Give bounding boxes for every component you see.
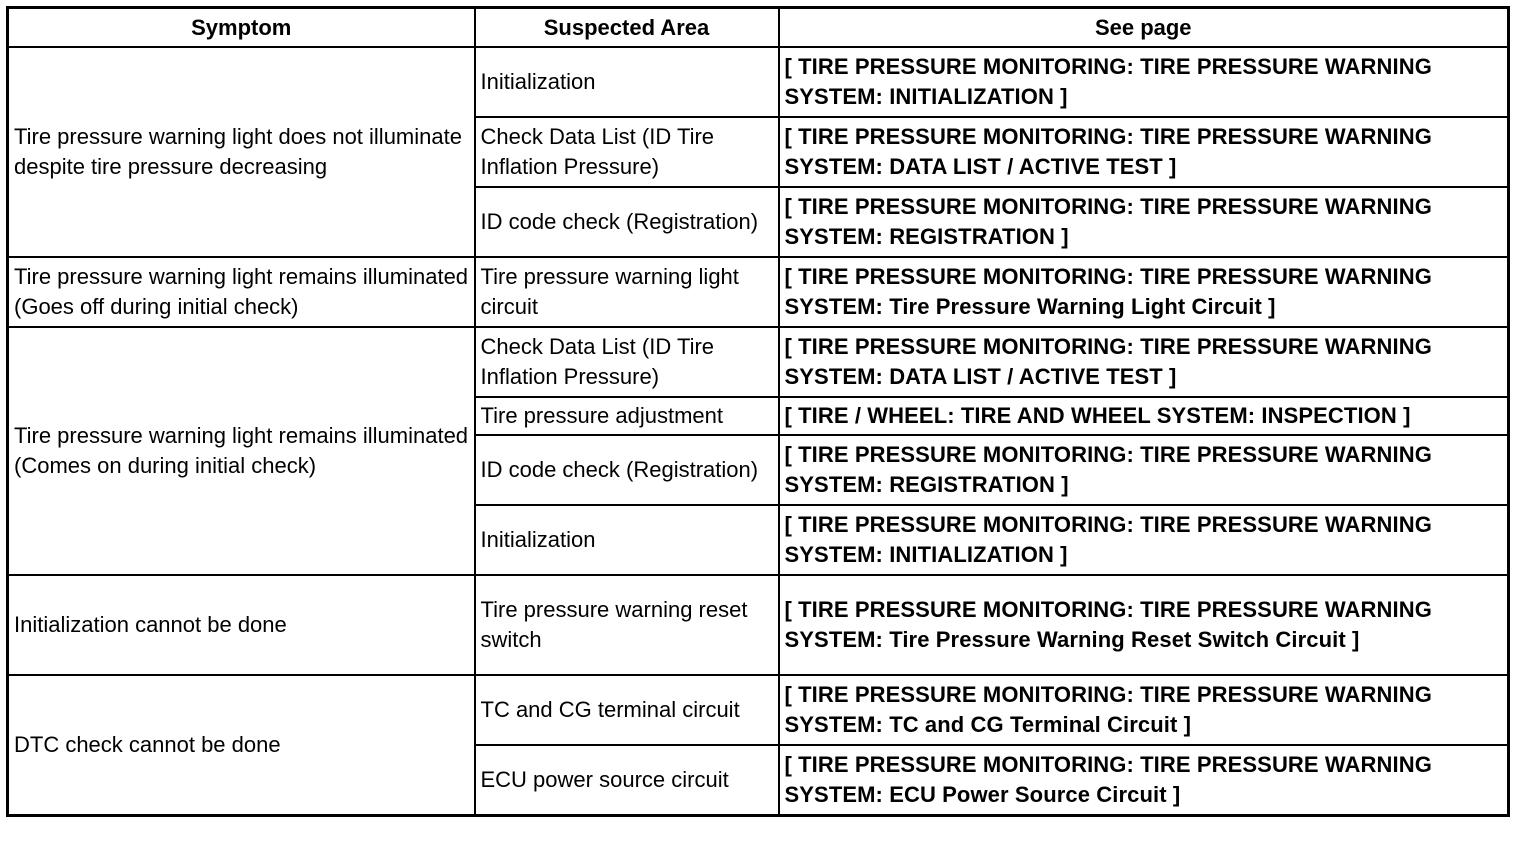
symptom-cell: Initialization cannot be done bbox=[8, 575, 475, 675]
see-page-link[interactable]: [ TIRE PRESSURE MONITORING: TIRE PRESSURE WARNING SYSTEM: REGISTRATION ] bbox=[779, 435, 1509, 505]
suspected-area-cell: TC and CG terminal circuit bbox=[475, 675, 779, 745]
suspected-area-cell: ID code check (Registration) bbox=[475, 187, 779, 257]
problem-symptoms-table bbox=[6, 6, 1510, 817]
header-suspected-area: Suspected Area bbox=[475, 8, 779, 48]
see-page-link[interactable]: [ TIRE PRESSURE MONITORING: TIRE PRESSURE WARNING SYSTEM: DATA LIST / ACTIVE TEST ] bbox=[779, 117, 1509, 187]
see-page-link[interactable]: [ TIRE PRESSURE MONITORING: TIRE PRESSURE WARNING SYSTEM: INITIALIZATION ] bbox=[779, 505, 1509, 575]
suspected-area-cell: ID code check (Registration) bbox=[475, 435, 779, 505]
table-row bbox=[8, 327, 1509, 397]
see-page-link[interactable]: [ TIRE PRESSURE MONITORING: TIRE PRESSURE WARNING SYSTEM: ECU Power Source Circuit ] bbox=[779, 745, 1509, 816]
suspected-area-cell: ECU power source circuit bbox=[475, 745, 779, 816]
suspected-area-cell: Check Data List (ID Tire Inflation Pressure) bbox=[475, 117, 779, 187]
table-header-row bbox=[8, 8, 1509, 48]
see-page-link[interactable]: [ TIRE PRESSURE MONITORING: TIRE PRESSURE WARNING SYSTEM: Tire Pressure Warning Light Circuit ] bbox=[779, 257, 1509, 327]
table-row bbox=[8, 257, 1509, 327]
suspected-area-cell: Tire pressure warning light circuit bbox=[475, 257, 779, 327]
header-see-page: See page bbox=[779, 8, 1509, 48]
table-row bbox=[8, 575, 1509, 675]
symptom-cell: DTC check cannot be done bbox=[8, 675, 475, 816]
table-row bbox=[8, 47, 1509, 117]
see-page-link[interactable]: [ TIRE PRESSURE MONITORING: TIRE PRESSURE WARNING SYSTEM: Tire Pressure Warning Reset Switch Circuit ] bbox=[779, 575, 1509, 675]
see-page-link[interactable]: [ TIRE PRESSURE MONITORING: TIRE PRESSURE WARNING SYSTEM: INITIALIZATION ] bbox=[779, 47, 1509, 117]
suspected-area-cell: Initialization bbox=[475, 47, 779, 117]
table-row bbox=[8, 675, 1509, 745]
symptom-cell: Tire pressure warning light does not illuminate despite tire pressure decreasing bbox=[8, 47, 475, 257]
suspected-area-cell: Initialization bbox=[475, 505, 779, 575]
see-page-link[interactable]: [ TIRE PRESSURE MONITORING: TIRE PRESSURE WARNING SYSTEM: DATA LIST / ACTIVE TEST ] bbox=[779, 327, 1509, 397]
header-symptom: Symptom bbox=[8, 8, 475, 48]
see-page-link[interactable]: [ TIRE PRESSURE MONITORING: TIRE PRESSURE WARNING SYSTEM: REGISTRATION ] bbox=[779, 187, 1509, 257]
see-page-link[interactable]: [ TIRE PRESSURE MONITORING: TIRE PRESSURE WARNING SYSTEM: TC and CG Terminal Circuit ] bbox=[779, 675, 1509, 745]
symptom-cell: Tire pressure warning light remains illuminated (Goes off during initial check) bbox=[8, 257, 475, 327]
suspected-area-cell: Tire pressure warning reset switch bbox=[475, 575, 779, 675]
suspected-area-cell: Tire pressure adjustment bbox=[475, 397, 779, 435]
suspected-area-cell: Check Data List (ID Tire Inflation Pressure) bbox=[475, 327, 779, 397]
symptom-cell: Tire pressure warning light remains illuminated (Comes on during initial check) bbox=[8, 327, 475, 575]
see-page-link[interactable]: [ TIRE / WHEEL: TIRE AND WHEEL SYSTEM: INSPECTION ] bbox=[779, 397, 1509, 435]
